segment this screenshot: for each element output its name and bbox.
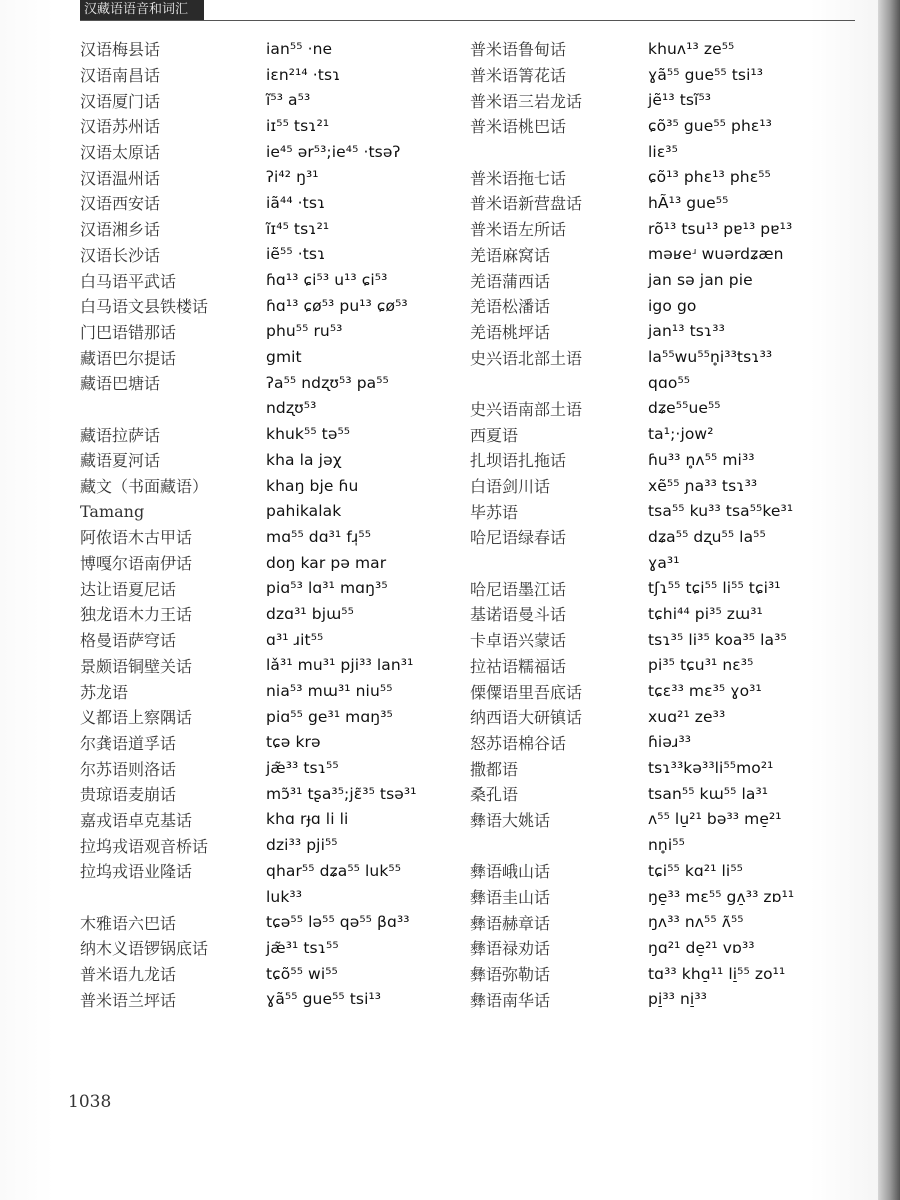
dialect-name: 苏龙语 [80, 682, 129, 702]
page-number: 1038 [68, 1092, 112, 1112]
ipa-form: ŋʌ³³ nʌ⁵⁵ ʌ̃⁵⁵ [648, 913, 744, 932]
dialect-name: 拉坞戎语业隆话 [80, 862, 193, 882]
ipa-form: dzɑ³¹ bjɯ⁵⁵ [266, 604, 354, 623]
dialect-name: 白马语文县铁楼话 [80, 297, 209, 317]
ipa-form: ĩɪ⁴⁵ tsɿ²¹ [266, 219, 330, 238]
ipa-form: dzi³³ pji⁵⁵ [266, 836, 338, 855]
ipa-form: iã⁴⁴ ·tsɿ [266, 193, 326, 212]
dialect-name: 嘉戎语卓克基话 [80, 810, 193, 830]
ipa-form: ɕõ³⁵ gue⁵⁵ phɛ¹³ [648, 116, 772, 135]
dialect-name: 汉语西安话 [80, 194, 161, 214]
ipa-form: ɣa³¹ [648, 553, 680, 572]
dialect-name: 纳西语大研镇话 [470, 708, 583, 728]
ipa-form: nia⁵³ mɯ³¹ niu⁵⁵ [266, 682, 393, 701]
ipa-form: khuʌ¹³ ze⁵⁵ [648, 39, 735, 58]
ipa-form: tsa⁵⁵ ku³³ tsa⁵⁵ke³¹ [648, 502, 794, 521]
ipa-form: piɑ⁵³ lɑ³¹ mɑŋ³⁵ [266, 579, 388, 598]
dialect-name: 西夏语 [470, 425, 519, 445]
ipa-form: doŋ kar pə mar [266, 553, 387, 572]
dialect-name: 彝语弥勒话 [470, 965, 551, 985]
running-header: 汉藏语语音和词汇 [80, 0, 204, 20]
ipa-form: lǎ³¹ mu³¹ pji³³ lan³¹ [266, 656, 414, 675]
dialect-name: 羌语松潘话 [470, 297, 551, 317]
dialect-name: 史兴语南部土语 [470, 399, 583, 419]
ipa-form: tɕə krə [266, 733, 321, 752]
dialect-name: 羌语麻窝话 [470, 245, 551, 265]
ipa-form: pahikalak [266, 502, 342, 521]
ipa-form: qhar⁵⁵ dʑa⁵⁵ luk⁵⁵ [266, 861, 402, 880]
ipa-form: ŋe̠³³ mɛ⁵⁵ gʌ̠³³ zɒ¹¹ [648, 887, 795, 906]
ipa-form: tɑ³³ khɑ̠¹¹ li̠⁵⁵ zo¹¹ [648, 964, 786, 983]
ipa-form: tʃɿ⁵⁵ tɕi⁵⁵ li⁵⁵ tɕi³¹ [648, 579, 781, 598]
ipa-form: ɑ³¹ ɹit⁵⁵ [266, 630, 324, 649]
right-column [470, 36, 870, 1012]
ipa-form: ɦiəɹ³³ [648, 733, 692, 752]
dialect-name: 普米语左所话 [470, 220, 567, 240]
ipa-form: ian⁵⁵ ·ne [266, 39, 333, 58]
dialect-name: 普米语鲁甸话 [470, 40, 567, 60]
ipa-form: liɛ³⁵ [648, 142, 678, 161]
ipa-form: ndʐʊ⁵³ [266, 399, 317, 418]
ipa-form: ɦu³³ n̥ʌ⁵⁵ mi³³ [648, 450, 755, 469]
ipa-form: qɑo⁵⁵ [648, 373, 691, 392]
ipa-form: dʑe⁵⁵ue⁵⁵ [648, 399, 721, 418]
ipa-form: dʑa⁵⁵ dʐu⁵⁵ la⁵⁵ [648, 527, 766, 546]
dialect-name: 尔龚语道孚话 [80, 733, 177, 753]
dialect-name: 普米语箐花话 [470, 66, 567, 86]
dialect-name: 汉语苏州话 [80, 117, 161, 137]
dialect-name: 普米语九龙话 [80, 965, 177, 985]
dialect-name: 贵琼语麦崩话 [80, 785, 177, 805]
header-rule [80, 20, 855, 21]
dialect-name: 格曼语萨穹话 [80, 631, 177, 651]
dialect-name: 普米语三岩龙话 [470, 91, 583, 111]
ipa-form: hÃ¹³ gue⁵⁵ [648, 193, 729, 212]
ipa-form: ʔi⁴² ŋ³¹ [266, 168, 319, 187]
ipa-form: ŋɑ²¹ de̠²¹ vɒ³³ [648, 938, 755, 957]
dialect-name: 卡卓语兴蒙话 [470, 631, 567, 651]
dialect-name: 羌语蒲西话 [470, 271, 551, 291]
left-column [80, 36, 460, 1012]
ipa-form: iẽ⁵⁵ ·tsɿ [266, 245, 326, 264]
dialect-name: 汉语长沙话 [80, 245, 161, 265]
ipa-form: iɪ⁵⁵ tsɿ²¹ [266, 116, 330, 135]
dialect-name: 藏语巴塘话 [80, 374, 161, 394]
dialect-name: 桑孔语 [470, 785, 519, 805]
ipa-form: məʁeʴ wuərdʑæn [648, 245, 784, 264]
dialect-name: 彝语南华话 [470, 990, 551, 1010]
dialect-name: 白语剑川话 [470, 477, 551, 497]
ipa-form: tsɿ³⁵ li³⁵ koa³⁵ la³⁵ [648, 630, 787, 649]
dialect-name: 汉语南昌话 [80, 66, 161, 86]
ipa-form: khaŋ bje ɦu [266, 476, 359, 495]
ipa-form: ie⁴⁵ ər⁵³;ie⁴⁵ ·tsəʔ [266, 142, 401, 161]
dialect-name: 汉语温州话 [80, 168, 161, 188]
dialect-name: 汉语厦门话 [80, 91, 161, 111]
ipa-form: tɕɛ³³ mɛ³⁵ ɣo³¹ [648, 682, 762, 701]
dialect-name: 彝语禄劝话 [470, 939, 551, 959]
ipa-form: igo go [648, 296, 697, 315]
ipa-form: ɕõ¹³ phɛ¹³ phɛ⁵⁵ [648, 168, 771, 187]
dialect-name: 博嘎尔语南伊话 [80, 554, 193, 574]
dialect-name: 白马语平武话 [80, 271, 177, 291]
dialect-name: 藏语巴尔提话 [80, 348, 177, 368]
dialect-name: 羌语桃坪话 [470, 322, 551, 342]
dialect-name: 汉语太原话 [80, 143, 161, 163]
dialect-name: 纳木义语锣锅底话 [80, 939, 209, 959]
dialect-name: 藏文（书面藏语） [80, 477, 209, 497]
dialect-name: 普米语拖七话 [470, 168, 567, 188]
dialect-name: 藏语夏河话 [80, 451, 161, 471]
ipa-form: khɑ rɟɑ li li [266, 810, 349, 829]
dialect-name: 傈僳语里吾底话 [470, 682, 583, 702]
dialect-name: 独龙语木力王话 [80, 605, 193, 625]
dialect-name: 基诺语曼斗话 [470, 605, 567, 625]
ipa-form: luk³³ [266, 887, 303, 906]
ipa-form: tɕə⁵⁵ lə⁵⁵ qə⁵⁵ βɑ³³ [266, 913, 410, 932]
dialect-name: 史兴语北部土语 [470, 348, 583, 368]
ipa-form: gmit [266, 348, 302, 367]
ipa-form: ĩ⁵³ a⁵³ [266, 91, 311, 110]
ipa-form: nn̥i⁵⁵ [648, 836, 685, 855]
ipa-form: jan¹³ tsɿ³³ [648, 322, 725, 341]
dialect-name: 义都语上察隅话 [80, 708, 193, 728]
dialect-name: Tamang [80, 501, 145, 521]
ipa-form: ɦɑ¹³ ɕø⁵³ pu¹³ ɕø⁵³ [266, 296, 408, 315]
dialect-name: 尔苏语则洛话 [80, 759, 177, 779]
dialect-name: 普米语桃巴话 [470, 117, 567, 137]
dialect-name: 拉坞戎语观音桥话 [80, 836, 209, 856]
dialect-name: 藏语拉萨话 [80, 425, 161, 445]
dialect-name: 达让语夏尼话 [80, 579, 177, 599]
ipa-form: xuɑ²¹ ze³³ [648, 707, 726, 726]
dialect-name: 汉语湘乡话 [80, 220, 161, 240]
ipa-form: tsɿ³³kə³³li⁵⁵mo²¹ [648, 759, 774, 778]
dialect-name: 阿侬语木古甲话 [80, 528, 193, 548]
ipa-form: khuk⁵⁵ tə⁵⁵ [266, 425, 351, 444]
dialect-name: 怒苏语棉谷话 [470, 733, 567, 753]
page-edge-shadow [878, 0, 900, 1200]
dialect-name: 彝语峨山话 [470, 862, 551, 882]
ipa-form: la⁵⁵wu⁵⁵n̥i³³tsɿ³³ [648, 348, 773, 367]
dialect-name: 撒都语 [470, 759, 519, 779]
ipa-form: rõ¹³ tsu¹³ pɐ¹³ pɐ¹³ [648, 219, 793, 238]
ipa-form: pi̠³³ ni̠³³ [648, 990, 707, 1009]
dialect-name: 彝语赫章话 [470, 913, 551, 933]
ipa-form: mɑ⁵⁵ dɑ³¹ fɹ̩⁵⁵ [266, 527, 372, 546]
dialect-name: 景颇语铜壁关话 [80, 656, 193, 676]
ipa-form: tɕhi⁴⁴ pi³⁵ zɯ³¹ [648, 604, 763, 623]
dialect-name: 哈尼语绿春话 [470, 528, 567, 548]
dialect-name: 彝语大姚话 [470, 810, 551, 830]
ipa-form: mɔ̃³¹ tʂa³⁵;jɛ̃³⁵ tsə³¹ [266, 784, 417, 803]
ipa-form: piɑ⁵⁵ ge³¹ mɑŋ³⁵ [266, 707, 393, 726]
ipa-form: phu⁵⁵ ru⁵³ [266, 322, 343, 341]
ipa-form: ɣã⁵⁵ gue⁵⁵ tsi¹³ [266, 990, 382, 1009]
ipa-form: tɕõ⁵⁵ wi⁵⁵ [266, 964, 338, 983]
ipa-form: tsan⁵⁵ kɯ⁵⁵ la³¹ [648, 784, 769, 803]
ipa-form: pi³⁵ tɕu³¹ nɛ³⁵ [648, 656, 754, 675]
dialect-name: 普米语新营盘话 [470, 194, 583, 214]
ipa-form: jan sə jan pie [648, 271, 753, 290]
ipa-form: ʔa⁵⁵ ndʐʊ⁵³ pa⁵⁵ [266, 373, 389, 392]
dialect-name: 木雅语六巴话 [80, 913, 177, 933]
dialect-name: 门巴语错那话 [80, 322, 177, 342]
dialect-name: 普米语兰坪话 [80, 990, 177, 1010]
ipa-form: jæ̃³¹ tsɿ⁵⁵ [266, 938, 339, 957]
dialect-name: 汉语梅县话 [80, 40, 161, 60]
dialect-name: 毕苏语 [470, 502, 519, 522]
ipa-form: jæ̃³³ tsɿ⁵⁵ [266, 759, 339, 778]
ipa-form: tɕi⁵⁵ kɑ²¹ li⁵⁵ [648, 861, 743, 880]
ipa-form: jẽ¹³ tsĩ⁵³ [648, 91, 712, 110]
dialect-name: 拉祜语糯福话 [470, 656, 567, 676]
dialect-name: 哈尼语墨江话 [470, 579, 567, 599]
dialect-name: 扎坝语扎拖话 [470, 451, 567, 471]
ipa-form: xẽ⁵⁵ ɲa³³ tsɿ³³ [648, 476, 758, 495]
dialect-name: 彝语圭山话 [470, 888, 551, 908]
ipa-form: ɣã⁵⁵ gue⁵⁵ tsi¹³ [648, 65, 764, 84]
ipa-form: iɛn²¹⁴ ·tsɿ [266, 65, 341, 84]
ipa-form: kha la jəχ [266, 450, 342, 469]
ipa-form: ta¹;·jow² [648, 425, 714, 444]
ipa-form: ɦɑ¹³ ɕi⁵³ u¹³ ɕi⁵³ [266, 271, 388, 290]
ipa-form: ʌ⁵⁵ lu̠²¹ bə³³ me̠²¹ [648, 810, 782, 829]
